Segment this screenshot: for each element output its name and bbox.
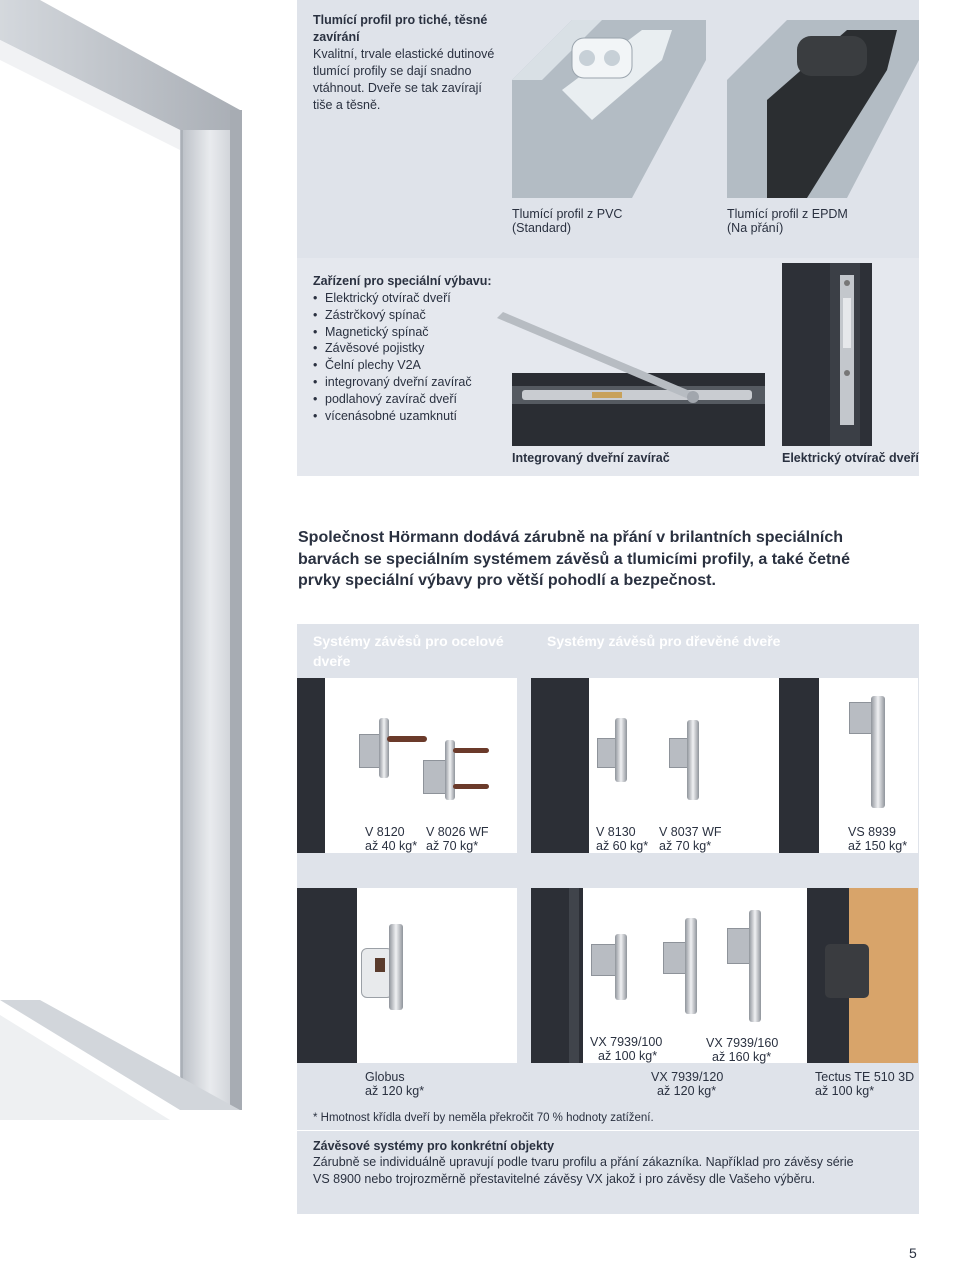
wood-hinges-title: Systémy závěsů pro dřevěné dveře bbox=[547, 633, 781, 649]
damping-text: Kvalitní, trvale elastické dutinové tlumící profily se dají snadno vtáhnout. Dveře se tak zavírají tiše a těsně. bbox=[313, 47, 495, 112]
list-item: • Zástrčkový spínač bbox=[313, 307, 503, 324]
hinge-load: až 160 kg* bbox=[712, 1050, 772, 1064]
hinge-name: V 8026 WF bbox=[426, 825, 489, 839]
list-item: • integrovaný dveřní zavírač bbox=[313, 374, 503, 391]
list-item: • Elektrický otvírač dveří bbox=[313, 290, 503, 307]
epdm-caption-line1: Tlumící profil z EPDM bbox=[727, 207, 848, 221]
equipment-list bbox=[313, 290, 503, 424]
hinge-name: V 8037 WF bbox=[659, 825, 722, 839]
hinge-load: až 120 kg* bbox=[657, 1084, 717, 1098]
hinge-load: až 100 kg* bbox=[598, 1049, 658, 1063]
hinge-load: až 40 kg* bbox=[365, 839, 418, 853]
steel-hinges-title: Systémy závěsů pro ocelové dveře bbox=[313, 633, 504, 669]
headline: Společnost Hörmann dodává zárubně na přání v brilantních speciálních barvách se speciálním systémem závěsů a tlumicími profily, a také četné prvky speciální výbavy pro větší pohodlí a bezpečnost. bbox=[298, 529, 850, 589]
epdm-caption-line2: (Na přání) bbox=[727, 221, 784, 235]
load-footnote: * Hmotnost křídla dveří by neměla překročit 70 % hodnoty zatížení. bbox=[313, 1112, 654, 1124]
hinge-load: až 150 kg* bbox=[848, 839, 908, 853]
electric-opener-image bbox=[782, 263, 872, 446]
hinge-load: až 70 kg* bbox=[659, 839, 712, 853]
steel-hinges-row2-image bbox=[297, 888, 517, 1063]
opener-caption: Elektrický otvírač dveří bbox=[782, 451, 919, 465]
hinge-load: až 120 kg* bbox=[365, 1084, 425, 1098]
damping-title: Tlumící profil pro tiché, těsné zavírání bbox=[313, 13, 488, 44]
hinge-load: až 60 kg* bbox=[596, 839, 649, 853]
equipment-title: Zařízení pro speciální výbavu: bbox=[313, 274, 492, 288]
hinge-name: VX 7939/120 bbox=[651, 1070, 724, 1084]
hinge-name: V 8130 bbox=[596, 825, 636, 839]
pvc-caption-line1: Tlumící profil z PVC bbox=[512, 207, 623, 221]
list-item: • Závěsové pojistky bbox=[313, 340, 503, 357]
list-item: • Čelní plechy V2A bbox=[313, 357, 503, 374]
pvc-caption-line2: (Standard) bbox=[512, 221, 572, 235]
special-systems-text: Zárubně se individuálně upravují podle tvaru profilu a přání zákazníka. Například pro závěsy série VS 8900 nebo trojrozměrně přestavitelné závěsy VX jakož i pro závěsy dle Vašeho výběru. bbox=[313, 1155, 854, 1186]
hinge-load: až 100 kg* bbox=[815, 1084, 875, 1098]
list-item: • podlahový zavírač dveří bbox=[313, 391, 503, 408]
list-item: • vícenásobné uzamknutí bbox=[313, 408, 503, 425]
hinge-name: VX 7939/160 bbox=[706, 1036, 779, 1050]
hinge-name: VS 8939 bbox=[848, 825, 896, 839]
hinge-name: V 8120 bbox=[365, 825, 405, 839]
epdm-profile-image bbox=[727, 20, 919, 198]
hinge-name: Tectus TE 510 3D bbox=[815, 1070, 915, 1084]
list-item: • Magnetický spínač bbox=[313, 324, 503, 341]
divider bbox=[297, 1130, 919, 1131]
pvc-profile-image bbox=[512, 20, 706, 198]
hinge-name: VX 7939/100 bbox=[590, 1035, 663, 1049]
door-frame-image bbox=[0, 0, 300, 1120]
closer-caption: Integrovaný dveřní zavírač bbox=[512, 451, 670, 465]
hinge-load: až 70 kg* bbox=[426, 839, 479, 853]
hinge-name: Globus bbox=[365, 1070, 405, 1084]
door-closer-image bbox=[497, 308, 765, 446]
page-number: 5 bbox=[909, 1245, 917, 1261]
special-systems-title: Závěsové systémy pro konkrétní objekty bbox=[313, 1139, 555, 1153]
